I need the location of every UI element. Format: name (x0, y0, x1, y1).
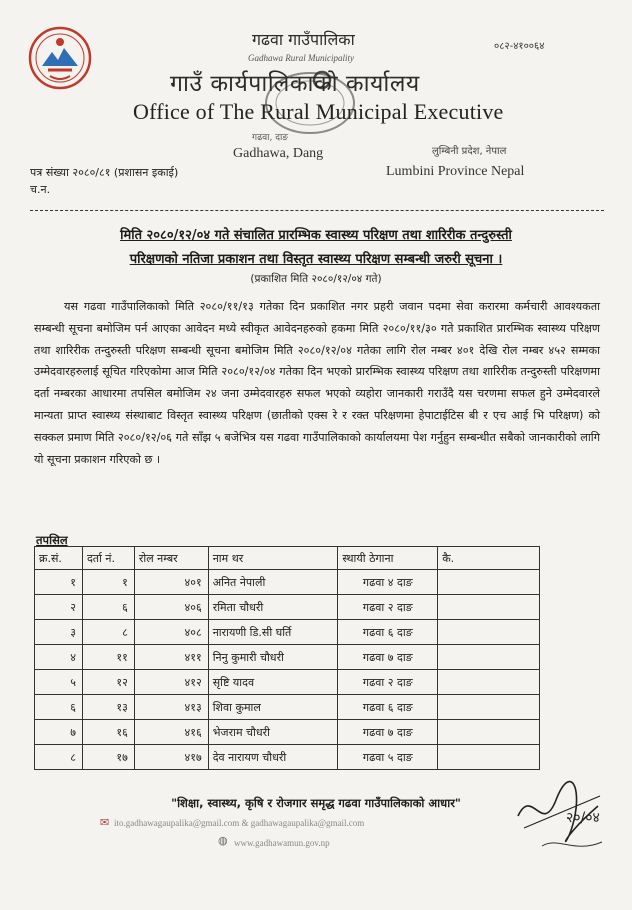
table-row (35, 745, 540, 770)
cell-serial: ४ (35, 645, 83, 670)
cell-address: गढवा ७ दाङ (338, 645, 438, 670)
phone-number: ०८२-४१००६४ (494, 41, 545, 52)
cell-serial: ३ (35, 620, 83, 645)
cell-remarks (438, 595, 540, 620)
cell-serial: ५ (35, 670, 83, 695)
table-row (35, 620, 540, 645)
office-name-np: गाउँ कार्यपालिकाको कार्यालय (170, 71, 420, 97)
cell-roll-no: ४०६ (134, 595, 208, 620)
cell-roll-no: ४०१ (134, 570, 208, 595)
notice-body: यस गढवा गाउँपालिकाको मिति २०८०/११/१३ गतेका दिन प्रकाशित नगर प्रहरी जवान पदमा सेवा करारमा कर्मचारी आवश्यकता सम्बन्धी सूचना बमोजिम पर्न आएका आवेदन मध्ये स्वीकृत आवेदनहरुको हकमा मिति २०८०/११/३० गते प्रकाशित प्रारम्भिक स्वास्थ्य परिक्षण तथा शारिरीक तन्दुरुस्ती परिक्षण सम्बन्धी सूचना बमोजिम मिति २०८०/१२/०४ गतेका लागि रोल नम्बर ४०१ देखि रोल नम्बर ४५२ सम्मका उम्मेदवारहरुलाई सूचित गरिएकोमा आज मिति २०८०/१२/०४ गतेका दिन भएको प्रारम्भिक स्वास्थ्य परिक्षण तथा शारिरीक तन्दुरुस्ती परिक्षणमा दर्ता नम्बरका आधारमा तपसिल बमोजिम २४ जना उम्मेदवारहरु सफल भएको व्यहोरा जानकारी गराउँदै यस चरणमा सफल हुने उम्मेदवारले मान्यता प्राप्त स्वास्थ्य संस्थाबाट विस्तृत स्वास्थ्य परिक्षण (छातीको एक्स रे र रक्त परिक्षणमा हेपाटाईटिस बी र एच आई भि परिक्षण) को सक्कल प्रमाण मिति २०८०/१२/०६ गते साँझ ५ बजेभित्र यस गढवा गाउँपालिकाको कार्यालयमा पेश गर्नुहुन सम्बन्धीत सबैको जानकारीको लागि यो सूचना प्रकाशन गरिएको छ । (34, 300, 600, 466)
cell-remarks (438, 645, 540, 670)
cell-reg-no: १३ (82, 695, 134, 720)
cell-reg-no: १२ (82, 670, 134, 695)
cell-reg-no: १७ (82, 745, 134, 770)
cell-address: गढवा ४ दाङ (338, 570, 438, 595)
office-stamp (262, 68, 358, 138)
table-header-row (35, 547, 540, 570)
cell-roll-no: ४१७ (134, 745, 208, 770)
cell-serial: ७ (35, 720, 83, 745)
header-divider (30, 210, 604, 211)
cell-name: रमिता चौधरी (208, 595, 338, 620)
col-header-reg-no: दर्ता नं. (82, 547, 134, 570)
province-en: Lumbini Province Nepal (386, 164, 525, 179)
province-np: लुम्बिनी प्रदेश, नेपाल (432, 146, 507, 157)
cell-remarks (438, 570, 540, 595)
cell-name: शिवा कुमाल (208, 695, 338, 720)
cell-address: गढवा ७ दाङ (338, 720, 438, 745)
published-date: (प्रकाशित मिति २०८०/१२/०४ गते) (250, 273, 382, 285)
cell-name: नारायणी डि.सी घर्ति (208, 620, 338, 645)
cell-serial: १ (35, 570, 83, 595)
table-row (35, 570, 540, 595)
signature (512, 776, 612, 866)
motto: "शिक्षा, स्वास्थ्य, कृषि र रोजगार समृद्ध गढवा गाउँपालिकाको आधार" (171, 796, 461, 810)
dispatch-number: च.न. (30, 183, 51, 196)
cell-address: गढवा ६ दाङ (338, 620, 438, 645)
letter-number: पत्र संख्या २०८०/८१ (प्रशासन इकाई) (30, 166, 179, 179)
cell-reg-no: १६ (82, 720, 134, 745)
cell-name: निनु कुमारी चौधरी (208, 645, 338, 670)
cell-reg-no: ८ (82, 620, 134, 645)
cell-name: अनित नेपाली (208, 570, 338, 595)
cell-roll-no: ४०८ (134, 620, 208, 645)
cell-name: सृष्टि यादव (208, 670, 338, 695)
cell-address: गढवा ६ दाङ (338, 695, 438, 720)
cell-address: गढवा ५ दाङ (338, 745, 438, 770)
cell-roll-no: ४१६ (134, 720, 208, 745)
municipality-name-en: Gadhawa Rural Municipality (248, 53, 354, 63)
cell-roll-no: ४११ (134, 645, 208, 670)
email-icon: ✉ (100, 816, 110, 829)
cell-name: भेजराम चौधरी (208, 720, 338, 745)
col-header-address: स्थायी ठेगाना (338, 547, 438, 570)
signature-date: २०/०४ (566, 810, 600, 826)
cell-remarks (438, 670, 540, 695)
globe-icon: ◍ (218, 834, 228, 847)
cell-remarks (438, 695, 540, 720)
place-np: गढवा, दाङ (252, 133, 289, 143)
place-en: Gadhawa, Dang (233, 146, 324, 161)
cell-remarks (438, 745, 540, 770)
cell-name: देव नारायण चौधरी (208, 745, 338, 770)
notice-title-line1: मिति २०८०/१२/०४ गते संचालित प्रारम्भिक स्वास्थ्य परिक्षण तथा शारिरीक तन्दुरुस्ती (120, 228, 512, 243)
cell-reg-no: १ (82, 570, 134, 595)
table-row (35, 645, 540, 670)
table-row (35, 695, 540, 720)
cell-roll-no: ४१२ (134, 670, 208, 695)
schedule-heading: तपसिल (36, 533, 68, 547)
email-address: ito.gadhawagaupalika@gmail.com & gadhawagaupalika@gmail.com (114, 818, 365, 828)
col-header-remarks: कै. (438, 547, 540, 570)
table-row (35, 670, 540, 695)
office-name-en: Office of The Rural Municipal Executive (133, 99, 504, 124)
cell-remarks (438, 620, 540, 645)
cell-address: गढवा २ दाङ (338, 595, 438, 620)
col-header-roll-no: रोल नम्बर (134, 547, 208, 570)
cell-reg-no: ११ (82, 645, 134, 670)
cell-serial: २ (35, 595, 83, 620)
cell-reg-no: ६ (82, 595, 134, 620)
results-table (34, 546, 540, 770)
table-row (35, 720, 540, 745)
emblem-icon (28, 26, 92, 90)
cell-address: गढवा २ दाङ (338, 670, 438, 695)
website: www.gadhawamun.gov.np (234, 838, 330, 848)
cell-remarks (438, 720, 540, 745)
cell-serial: ६ (35, 695, 83, 720)
col-header-serial: क्र.सं. (35, 547, 83, 570)
municipality-name-np: गढवा गाउँपालिका (252, 30, 355, 49)
col-header-name: नाम थर (208, 547, 338, 570)
cell-serial: ८ (35, 745, 83, 770)
table-row (35, 595, 540, 620)
cell-roll-no: ४१३ (134, 695, 208, 720)
notice-title-line2: परिक्षणको नतिजा प्रकाशन तथा विस्तृत स्वास्थ्य परिक्षण सम्बन्धी जरुरी सूचना । (129, 252, 503, 267)
